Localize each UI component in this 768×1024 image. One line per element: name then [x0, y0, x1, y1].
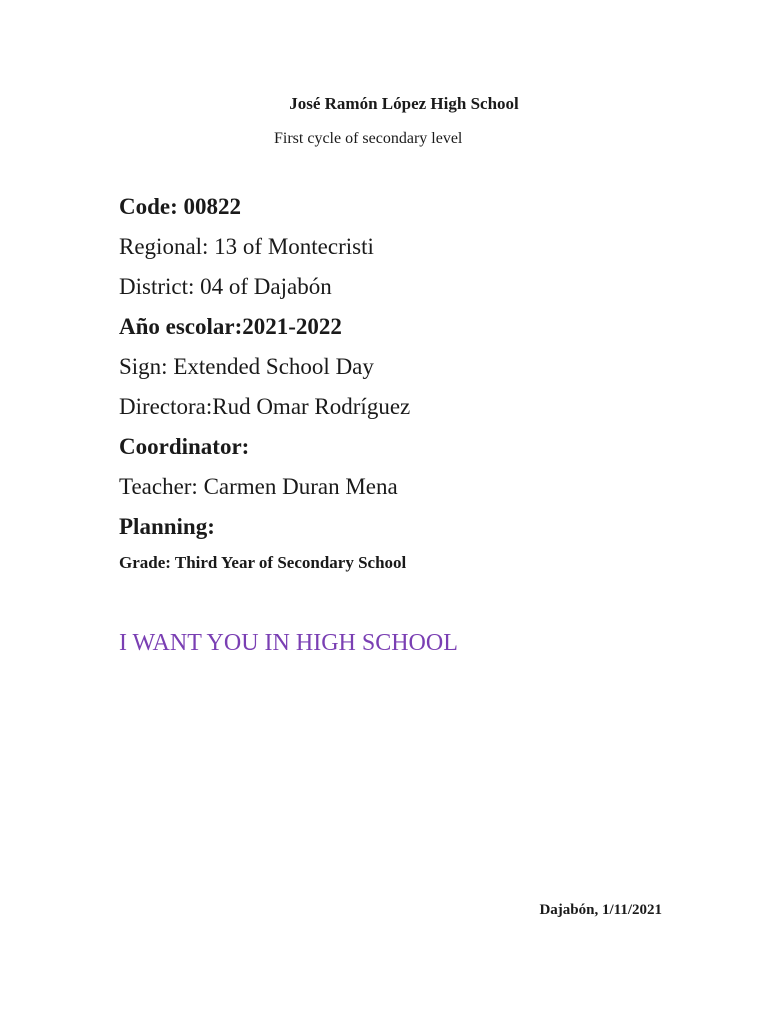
- director-line: Directora:Rud Omar Rodríguez: [119, 394, 411, 419]
- grade-line: Grade: Third Year of Secondary School: [119, 553, 407, 572]
- code-line: Code: 00822: [119, 194, 242, 219]
- sign-line: Sign: Extended School Day: [119, 354, 374, 379]
- cycle-subtitle: First cycle of secondary level: [274, 130, 463, 147]
- school-year-line: Año escolar:2021-2022: [119, 314, 342, 339]
- planning-line: Planning:: [119, 514, 215, 539]
- school-name: José Ramón López High School: [289, 94, 519, 113]
- district-line: District: 04 of Dajabón: [119, 274, 332, 299]
- coordinator-line: Coordinator:: [119, 434, 250, 459]
- regional-line: Regional: 13 of Montecristi: [119, 234, 374, 259]
- slogan: I WANT YOU IN HIGH SCHOOL: [119, 630, 458, 656]
- place-date: Dajabón, 1/11/2021: [539, 902, 662, 918]
- teacher-line: Teacher: Carmen Duran Mena: [119, 474, 398, 499]
